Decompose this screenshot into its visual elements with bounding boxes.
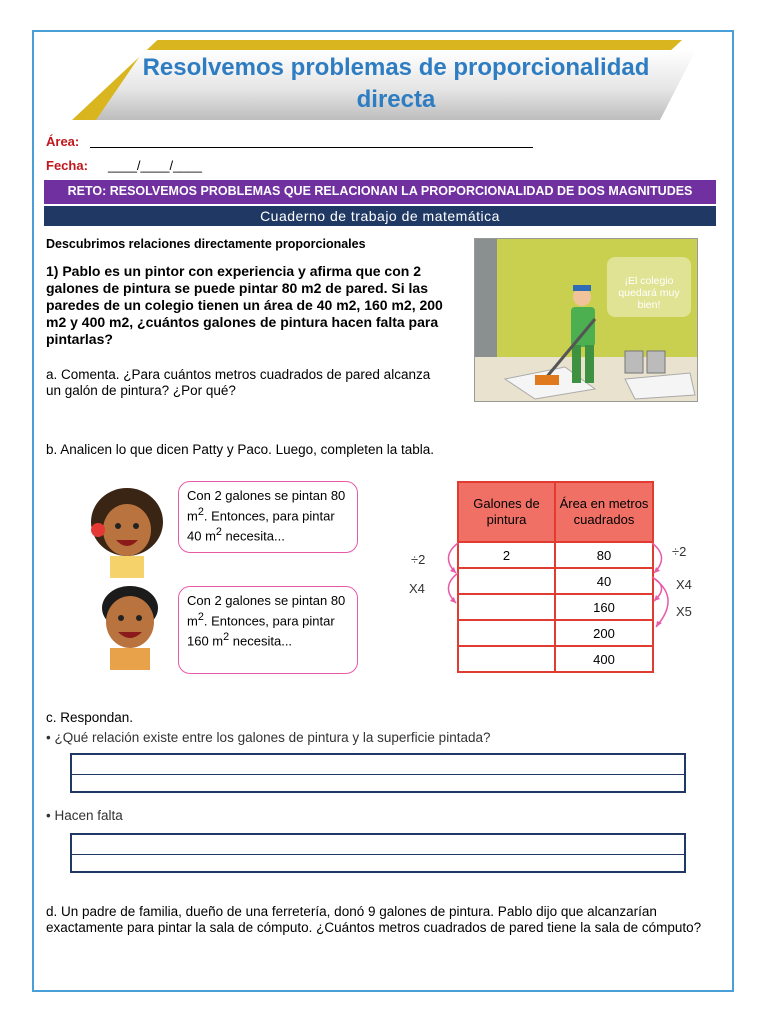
question-c1: • ¿Qué relación existe entre los galones de pintura y la superficie pintada?	[46, 730, 491, 745]
table-row	[458, 646, 653, 672]
table-cell-area: 400	[555, 646, 653, 672]
annotation-right-mul5: X5	[676, 604, 692, 619]
cuaderno-banner: Cuaderno de trabajo de matemática	[44, 206, 716, 226]
table-cell-galones[interactable]	[458, 646, 555, 672]
table-row	[458, 568, 653, 594]
area-field	[46, 134, 79, 149]
paco-speech-bubble	[178, 586, 358, 674]
area-blank[interactable]	[90, 147, 533, 148]
reto-banner: RETO: RESOLVEMOS PROBLEMAS QUE RELACIONAN LA PROPORCIONALIDAD DE DOS MAGNITUDES	[44, 180, 716, 204]
painter-scene-image	[475, 239, 697, 401]
title-line-2: directa	[356, 86, 436, 113]
table-cell-galones[interactable]	[458, 594, 555, 620]
annotation-right-mul4: X4	[676, 577, 692, 592]
bubble1-text-mid: . Entonces, para pintar 40 m	[187, 508, 335, 544]
table-header-area: Área en metros cuadrados	[555, 482, 653, 542]
table-cell-area: 40	[555, 568, 653, 594]
annotation-right-div: ÷2	[672, 544, 687, 559]
question-c: c. Respondan.	[46, 710, 134, 725]
table-cell-galones[interactable]	[458, 568, 555, 594]
table-cell-galones[interactable]: 2	[458, 542, 555, 568]
question-c2: • Hacen falta	[46, 808, 123, 823]
bubble1-text-post: necesita...	[221, 528, 285, 544]
table-row	[458, 594, 653, 620]
table-row	[458, 620, 653, 646]
painter-illustration	[474, 238, 698, 402]
table-row	[458, 542, 653, 568]
fecha-label: Fecha:	[46, 158, 88, 173]
fecha-field	[46, 158, 202, 173]
table-header-galones: Galones de pintura	[458, 482, 555, 542]
bubble2-sup: 2	[197, 611, 204, 623]
problem-1: 1) Pablo es un pintor con experiencia y afirma que con 2 galones de pintura se puede pintar 80 m2 de pared. Si las paredes de un colegio tienen un área de 40 m2, 160 m2, 200 m2 y 400 m2, ¿cuántos galones de pintura hacen falta para pintarlas?	[46, 263, 443, 347]
table-cell-area: 160	[555, 594, 653, 620]
page-title	[96, 52, 696, 116]
illustration-speech: ¡El colegio quedará muy bien!	[618, 275, 680, 311]
question-d: d. Un padre de familia, dueño de una ferretería, donó 9 galones de pintura. Pablo dijo que alcanzarían exactamente para pintar la sala de cómputo. ¿Cuántos metros cuadrados de pared tiene la sala de cómputo?	[46, 904, 702, 935]
patty-speech-bubble	[178, 481, 358, 553]
patty-avatar	[82, 480, 172, 580]
title-line-1: Resolvemos problemas de proporcionalidad	[142, 54, 650, 81]
annotation-left-mul: X4	[409, 581, 425, 596]
table-cell-area: 200	[555, 620, 653, 646]
bubble2-text-mid: . Entonces, para pintar 160 m	[187, 613, 335, 649]
left-arrows-icon	[436, 535, 466, 615]
bubble2-text-post: necesita...	[229, 633, 293, 649]
bubble2-text-pre: Con 2 galones se pintan 80 m	[187, 593, 346, 629]
bubble2-sup2: 2	[223, 631, 230, 644]
question-a: a. Comenta. ¿Para cuántos metros cuadrados de pared alcanza un galón de pintura? ¿Por qué?	[46, 367, 431, 398]
answer-line	[72, 854, 684, 855]
answer-line	[72, 774, 684, 775]
table-cell-area: 80	[555, 542, 653, 568]
annotation-left-div: ÷2	[411, 552, 426, 567]
area-label: Área:	[46, 134, 80, 149]
bubble1-sup2: 2	[215, 526, 222, 539]
table-cell-galones[interactable]	[458, 620, 555, 646]
bubble1-text-pre: Con 2 galones se pintan 80 m	[187, 488, 346, 524]
paco-avatar	[88, 578, 172, 670]
answer-box-c2[interactable]	[70, 833, 686, 873]
question-b: b. Analicen lo que dicen Patty y Paco. Luego, completen la tabla.	[46, 442, 435, 457]
bubble1-sup: 2	[197, 506, 204, 518]
fecha-value[interactable]: ____/____/____	[108, 158, 202, 173]
section-heading: Descubrimos relaciones directamente proporcionales	[46, 237, 366, 251]
answer-box-c1[interactable]	[70, 753, 686, 793]
proportion-table	[457, 481, 654, 673]
